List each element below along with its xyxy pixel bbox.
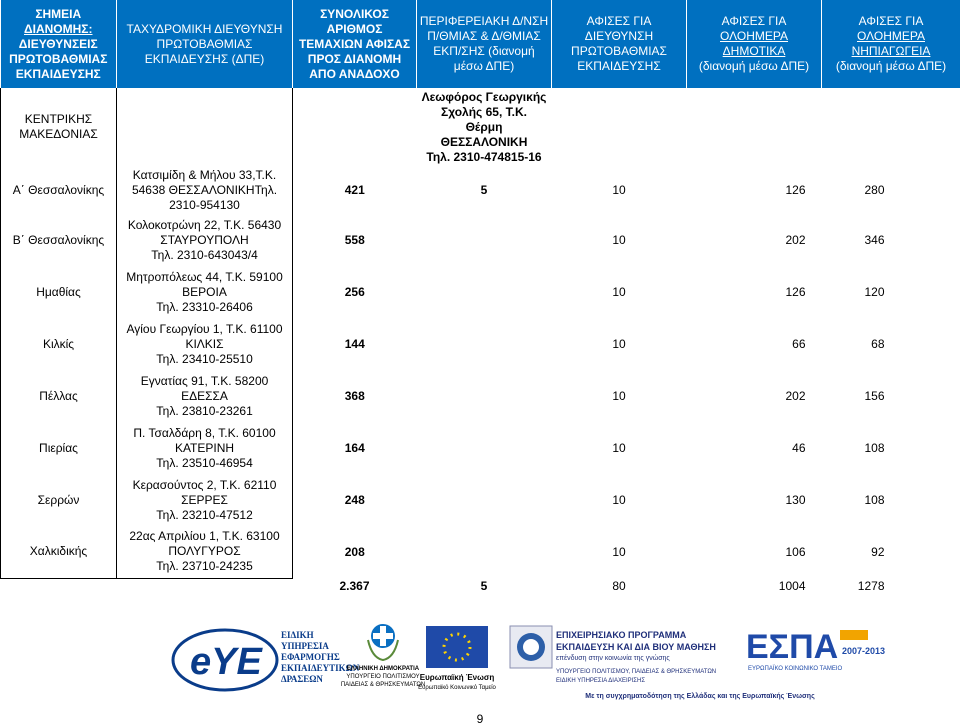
address-line: Κολοκοτρώνη 22, Τ.Κ. 56430 <box>127 217 282 232</box>
programme-text: ΥΠΟΥΡΓΕΙΟ ΠΟΛΙΤΙΣΜΟΥ, ΠΑΙΔΕΙΑΣ & ΘΡΗΣΚΕΥΜΑΤΩΝ <box>556 669 717 675</box>
total-sum: 2.367 <box>339 578 370 593</box>
dpe-count: 10 <box>612 182 626 197</box>
espa-sub: ΕΥΡΩΠΑΪΚΟ ΚΟΙΝΩΝΙΚΟ ΤΑΜΕΙΟ <box>748 666 843 672</box>
directorate-name: Ημαθίας <box>1 266 117 318</box>
total-dim: 1004 <box>778 578 806 593</box>
header-postal-address: ΤΑΧΥΔΡΟΜΙΚΗ ΔΙΕΥΘΥΝΣΗ ΠΡΩΤΟΒΑΘΜΙΑΣ ΕΚΠΑΙΔΕΥΣΗΣ (ΔΠΕ) <box>117 0 293 88</box>
header-text: ΣΗΜΕΙΑ <box>35 6 82 21</box>
directorate-name: Πέλλας <box>1 370 117 422</box>
total-count: 558 <box>344 232 365 247</box>
address-line: Τηλ. 23410-25510 <box>156 351 253 366</box>
total-count: 256 <box>344 284 365 299</box>
address-line: Κατσιμίδη & Μήλου 33,Τ.Κ. <box>132 167 277 182</box>
address-line: Τηλ. 23210-47512 <box>156 507 253 522</box>
dim-count: 126 <box>785 182 806 197</box>
address-line: Αγίου Γεωργίου 1, Τ.Κ. 61100 <box>126 321 283 336</box>
header-posters-directorate: ΑΦΙΣΕΣ ΓΙΑ ΔΙΕΥΘΥΝΣΗ ΠΡΩΤΟΒΑΘΜΙΑΣ ΕΚΠΑΙΔΕΥΣΗΣ <box>552 0 687 88</box>
programme-text: ΕΚΠΑΙΔΕΥΣΗ ΚΑΙ ΔΙΑ ΒΙΟΥ ΜΑΘΗΣΗ <box>556 642 716 652</box>
address-line: ΕΔΕΣΣΑ <box>181 388 228 403</box>
dim-count: 202 <box>785 388 806 403</box>
nip-count: 120 <box>864 284 885 299</box>
header-text: (διανομή μέσω ΔΠΕ) <box>698 59 810 73</box>
total-nip: 1278 <box>857 578 885 593</box>
table-row <box>1 166 960 214</box>
eye-text: ΕΚΠΑΙΔΕΥΤΙΚΩΝ <box>281 663 360 673</box>
address-line: ΒΕΡΟΙΑ <box>182 284 227 299</box>
region-row <box>1 88 960 166</box>
postal-address <box>117 474 293 526</box>
table-row <box>1 318 960 370</box>
nip-count: 92 <box>871 544 885 559</box>
total-count: 208 <box>344 544 365 559</box>
eye-text: ΔΡΑΣΕΩΝ <box>281 674 323 684</box>
dpe-count: 10 <box>612 336 626 351</box>
total-periph: 5 <box>480 578 488 593</box>
periph-count <box>417 422 552 474</box>
sponsor-logos <box>0 618 960 708</box>
nip-count: 346 <box>864 232 885 247</box>
postal-address <box>117 422 293 474</box>
header-text: ΔΙΕΥΘΥΝΣΕΙΣ <box>18 36 98 51</box>
empty-cell <box>1 578 293 595</box>
address-line: Τηλ. 23810-23261 <box>156 403 253 418</box>
hq-text: Λεωφόρος Γεωργικής Σχολής 65, Τ.Κ. <box>421 89 547 119</box>
address-line: ΣΕΡΡΕΣ <box>181 492 228 507</box>
empty-cell <box>552 88 960 166</box>
postal-address <box>117 526 293 578</box>
espa-logo <box>746 628 885 672</box>
address-line: Τηλ. 23710-24235 <box>156 559 253 574</box>
nip-count: 280 <box>864 182 885 197</box>
dim-count: 202 <box>785 232 806 247</box>
address-line: Τηλ. 23310-26406 <box>156 299 253 314</box>
periph-count <box>417 214 552 266</box>
header-text: ΔΙΑΝΟΜΗΣ: <box>24 21 93 36</box>
address-line: Εγνατίας 91, Τ.Κ. 58200 <box>140 373 269 388</box>
dim-count: 46 <box>792 440 806 455</box>
directorate-name: Πιερίας <box>1 422 117 474</box>
dpe-count: 10 <box>612 284 626 299</box>
postal-address <box>117 318 293 370</box>
directorate-name: Β΄ Θεσσαλονίκης <box>1 214 117 266</box>
header-total-count: ΣΥΝΟΛΙΚΟΣ ΑΡΙΘΜΟΣ ΤΕΜΑΧΙΩΝ ΑΦΙΣΑΣ ΠΡΟΣ ΔΙΑΝΟΜΗ ΑΠΟ ΑΝΑΔΟΧΟ <box>293 0 417 88</box>
greek-emblem <box>341 624 425 688</box>
total-dpe: 80 <box>612 578 626 593</box>
programme-text: ΕΙΔΙΚΗ ΥΠΗΡΕΣΙΑ ΔΙΑΧΕΙΡΙΣΗΣ <box>556 678 646 684</box>
address-line: 22ας Απριλίου 1, Τ.Κ. 63100 <box>129 529 280 544</box>
page-number: 9 <box>476 712 484 726</box>
header-text: ΑΦΙΣΕΣ ΓΙΑ <box>858 14 924 28</box>
directorate-name: Σερρών <box>1 474 117 526</box>
nip-count: 156 <box>864 388 885 403</box>
postal-address <box>117 266 293 318</box>
nip-count: 108 <box>864 440 885 455</box>
dpe-count: 10 <box>612 492 626 507</box>
header-text: ΑΦΙΣΕΣ ΓΙΑ <box>721 14 787 28</box>
eye-logo <box>173 630 360 690</box>
periph-count <box>417 266 552 318</box>
programme-text: ΕΠΙΧΕΙΡΗΣΙΑΚΟ ΠΡΟΓΡΑΜΜΑ <box>556 630 687 640</box>
address-line: ΚΙΛΚΙΣ <box>185 336 224 351</box>
dpe-count: 10 <box>612 388 626 403</box>
total-count: 248 <box>344 492 365 507</box>
ministry-text: ΥΠΟΥΡΓΕΙΟ ΠΟΛΙΤΙΣΜΟΥ <box>346 674 420 680</box>
nip-count: 68 <box>871 336 885 351</box>
cofunding-text: Με τη συγχρηματοδότηση της Ελλάδας και της Ευρωπαϊκής Ένωσης <box>585 693 815 700</box>
periph-count <box>417 474 552 526</box>
directorate-name: Χαλκιδικής <box>1 526 117 578</box>
address-line: ΠΟΛΥΓΥΡΟΣ <box>168 544 241 559</box>
table-row <box>1 422 960 474</box>
table-row <box>1 266 960 318</box>
hq-text: ΘΕΣΣΑΛΟΝΙΚΗ <box>440 134 528 149</box>
address-line: Τηλ. 23510-46954 <box>156 455 253 470</box>
postal-address <box>117 166 293 214</box>
header-text: ΠΡΩΤΟΒΑΘΜΙΑΣ <box>9 51 108 66</box>
table-row <box>1 370 960 422</box>
eye-text: ΕΙΔΙΚΗ <box>281 630 314 640</box>
address-line: Μητροπόλεως 44, Τ.Κ. 59100 <box>126 269 283 284</box>
empty-cell <box>293 88 417 166</box>
dpe-count: 10 <box>612 232 626 247</box>
address-line: Π. Τσαλδάρη 8, Τ.Κ. 60100 <box>133 425 276 440</box>
postal-address <box>117 214 293 266</box>
address-line: ΣΤΑΥΡΟΥΠΟΛΗ <box>160 232 249 247</box>
eye-text: ΥΠΗΡΕΣΙΑ <box>281 641 329 651</box>
region-name: ΚΕΝΤΡΙΚΗΣ ΜΑΚΕΔΟΝΙΑΣ <box>1 88 117 166</box>
dim-count: 126 <box>785 284 806 299</box>
dim-count: 66 <box>792 336 806 351</box>
regional-hq-address <box>417 88 552 166</box>
totals-row <box>1 578 960 595</box>
header-regional-directorate: ΠΕΡΙΦΕΡΕΙΑΚΗ Δ/ΝΣΗ Π/ΘΜΙΑΣ & Δ/ΘΜΙΑΣ ΕΚΠ/ΣΗΣ (διανομή μέσω ΔΠΕ) <box>417 0 552 88</box>
address-line: 2310-954130 <box>169 197 240 212</box>
eu-text: Ευρωπαϊκό Κοινωνικό Ταμείο <box>418 685 496 691</box>
periph-count <box>417 526 552 578</box>
hq-text: Τηλ. 2310-474815-16 <box>426 149 542 164</box>
total-count: 368 <box>344 388 365 403</box>
header-row <box>1 0 960 88</box>
header-text: ΟΛΟΗΜΕΡΑ ΝΗΠΙΑΓΩΓΕΙΑ <box>851 29 931 58</box>
svg-text:eYE: eYE <box>190 641 262 683</box>
table-row <box>1 214 960 266</box>
table-row <box>1 526 960 578</box>
dim-count: 130 <box>785 492 806 507</box>
address-line: Τηλ. 2310-643043/4 <box>151 247 258 262</box>
directorate-name: Α΄ Θεσσαλονίκης <box>1 166 117 214</box>
rows-body <box>1 166 960 578</box>
total-count: 144 <box>344 336 365 351</box>
header-text: ΟΛΟΗΜΕΡΑ ΔΗΜΟΤΙΚΑ <box>720 29 788 58</box>
empty-cell <box>117 88 293 166</box>
table-row <box>1 474 960 526</box>
eu-text: Ευρωπαϊκή Ένωση <box>419 673 495 682</box>
address-line: Κερασούντος 2, Τ.Κ. 62110 <box>132 477 277 492</box>
directorate-name: Κιλκίς <box>1 318 117 370</box>
hq-text: Θέρμη <box>465 119 503 134</box>
total-count: 421 <box>344 182 365 197</box>
eye-text: ΕΦΑΡΜΟΓΗΣ <box>281 652 340 662</box>
dpe-count: 10 <box>612 544 626 559</box>
espa-years: 2007-2013 <box>842 646 886 656</box>
header-distribution-points <box>1 0 117 88</box>
programme-logo <box>510 626 716 684</box>
periph-count: 5 <box>480 182 488 197</box>
header-text: (διανομή μέσω ΔΠΕ) <box>835 59 947 73</box>
dim-count: 106 <box>785 544 806 559</box>
programme-text: επένδυση στην κοινωνία της γνώσης <box>556 655 670 662</box>
address-line: ΚΑΤΕΡΙΝΗ <box>174 440 235 455</box>
periph-count <box>417 318 552 370</box>
header-posters-primary <box>687 0 822 88</box>
ministry-text: ΠΑΙΔΕΙΑΣ & ΘΡΗΣΚΕΥΜΑΤΩΝ <box>340 682 426 688</box>
nip-count: 108 <box>864 492 885 507</box>
header-posters-kindergarten <box>822 0 960 88</box>
header-text: ΕΚΠΑΙΔΕΥΣΗΣ <box>15 66 101 81</box>
postal-address <box>117 370 293 422</box>
ministry-text: ΕΛΛΗΝΙΚΗ ΔΗΜΟΚΡΑΤΙΑ <box>346 666 420 672</box>
eu-flag <box>418 626 496 691</box>
address-line: 54638 ΘΕΣΣΑΛΟΝΙΚΗΤηλ. <box>131 182 278 197</box>
espa-text: ΕΣΠΑ <box>746 628 839 666</box>
total-count: 164 <box>344 440 365 455</box>
periph-count <box>417 370 552 422</box>
dpe-count: 10 <box>612 440 626 455</box>
